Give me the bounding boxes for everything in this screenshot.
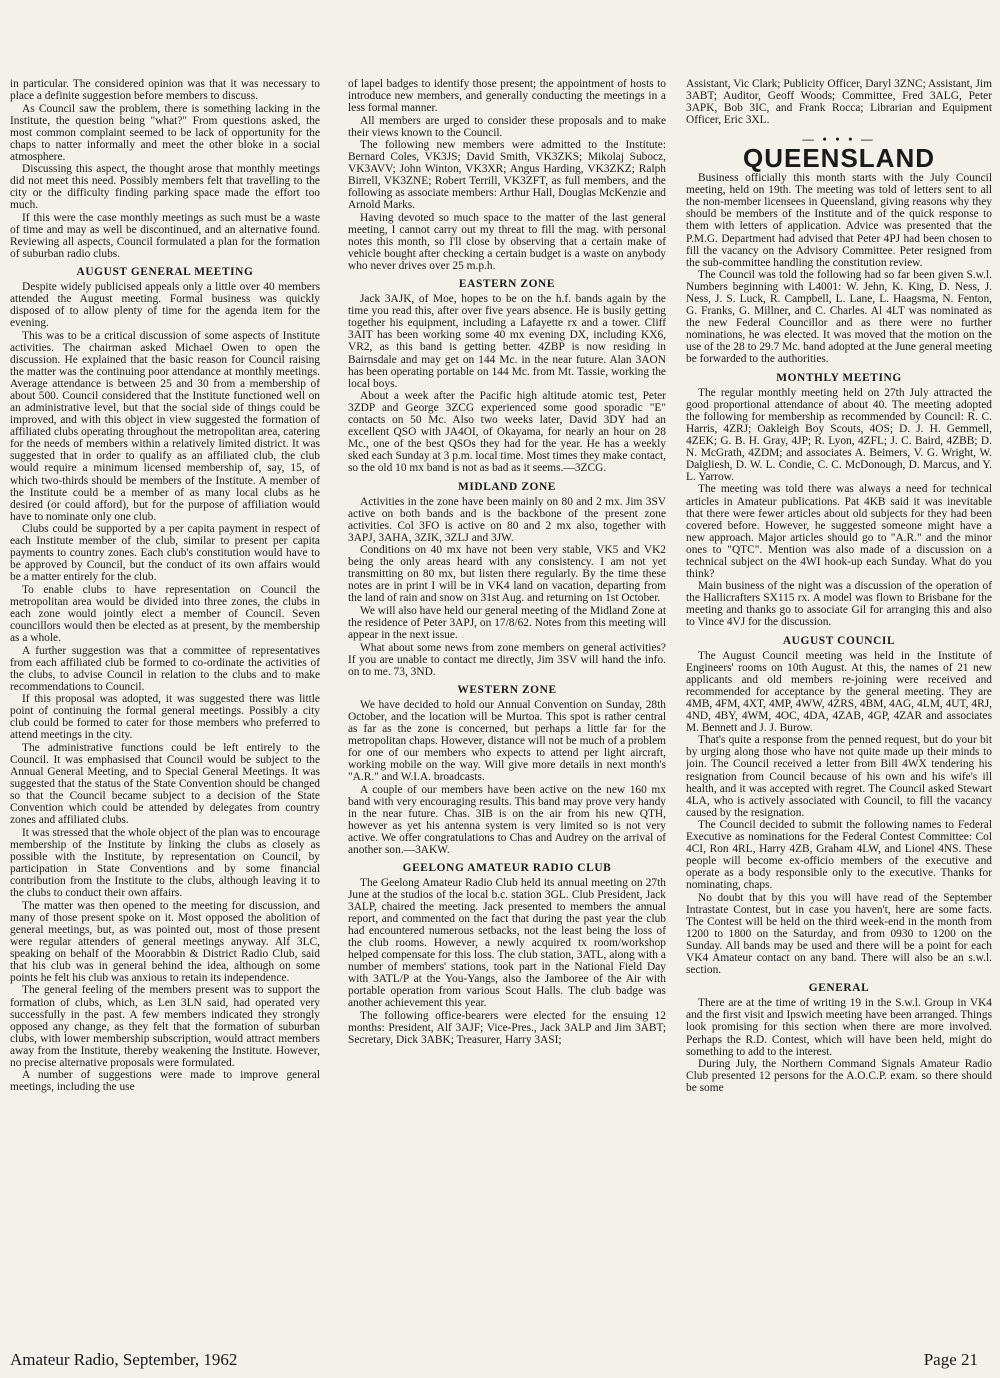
section-heading: WESTERN ZONE	[457, 683, 557, 696]
paragraph: The Council was told the following had so far been given S.w.l. Numbers beginning with L4001: W. Jehn, K. King, D. Ness, J. Ness, J. S. Luck, R. Campbell, L. Lane, L. Haagsma, N. Fenton, G. Franks, G. Millner, and C. Charles. Al 4LT was nominated as the new Federal Councillor and as there were no further nominations, he was elected. It was moved that the motion on the use of the 28 to 29.7 Mc. band adopted at the June general meeting be forwarded to the authorities.	[686, 269, 992, 366]
paragraph: That's quite a response from the penned request, but do your bit by urging along those who have not quite made up their minds to join. The Council received a letter from Bill 4WX tendering his resignation from Council because of his own and his wife's ill health, and it was accepted with regret. The Council asked Stewart 4LA, who is actively associated with Council, to fill the vacancy caused by the resignation.	[686, 734, 992, 819]
section-heading: GENERAL	[808, 982, 870, 995]
paragraph: If this were the case monthly meetings as such must be a waste of time and may as well be discontinued, and an alternative found. Reviewing all aspects, Council formulated a plan for the formation of suburban radio clubs.	[10, 212, 320, 261]
paragraph: The administrative functions could be left entirely to the Council. It was emphasised that Council would be subject to the Annual General Meeting, and to Special General Meetings. It was suggested that the status of the State Convention should be changed so that the Council became subject to a decision of the State Convention which could be attended by delegates from country zones and affiliated clubs.	[10, 742, 320, 827]
page-number: Page 21	[923, 1350, 978, 1369]
paragraph: The meeting was told there was always a need for technical articles in Amateur publications. Pat 4KB said it was inevitable that there were fewer articles about old subjects for they had been covered before. However, he suggested someone might have a new approach. Major articles should go to "A.R." and the minor ones to "QTC". Mention was also made of a discussion on a technical subject on the 4WI hook-up each Sunday. What do you think?	[686, 483, 992, 580]
paragraph: During July, the Northern Command Signals Amateur Radio Club presented 12 persons for the A.O.C.P. exam. so there should be some	[686, 1058, 992, 1095]
paragraph: To enable clubs to have representation on Council the metropolitan area would be divided into three zones, the clubs in each zone would jointly elect a member of Council. Seven councillors would then be elected as at present, by the membership as a whole.	[10, 583, 320, 645]
paragraph: The regular monthly meeting held on 27th July attracted the good proportional attendance of about 40. The meeting adopted the following for membership as recommended by Council: R. C. Harris, 4ZRJ; Oakleigh Boy Scouts, 4OS; D. J. H. Gemmell, 4ZEK; G. B. H. Gray, 4JP; R. Lyon, 4ZFL; J. C. Baird, 4ZBB; D. N. McGrath, 4ZDM; and associates A. Beimers, V. G. Wright, W. Dalgliesh, D. W. L. Condie, C. C. McDonough, D. Marcus, and Y. L. Yarrow.	[686, 386, 992, 483]
paragraph: As Council saw the problem, there is something lacking in the Institute, the question being "what?" From questions asked, the most common complaint seemed to be lack of opportunity for the chaps to natter informally and meet the other bloke in a social atmosphere.	[10, 102, 320, 163]
section-heading: AUGUST COUNCIL	[782, 634, 896, 647]
paragraph: A couple of our members have been active on the new 160 mx band with very encouraging results. This band may prove very handy in the near future. Chas. 3IB is on the air from his new QTH, however as yet his antenna system is very limited so is not very active. We offer congratulations to Chas and Audrey on the arrival of another son.—3AKW.	[348, 783, 666, 856]
paragraph: The Council decided to submit the following names to Federal Executive as nominations for the Federal Contest Committee: Col 4CI, Ron 4RL, Harry 4ZB, Graham 4LW, and Lionel 4NS. These people will become ex-officio members of the executive and operate as a body responsible only to the executive. Thanks for nominating, chaps.	[686, 819, 992, 892]
paragraph: Clubs could be supported by a per capita payment in respect of each Institute member of the club, similar to present per capita payments to country zones. Each club's constitution would have to be approved by Council, but the conduct of its own affairs would be a matter entirely for the club.	[10, 523, 320, 584]
column-1	[10, 78, 320, 1338]
section-heading: AUGUST GENERAL MEETING	[76, 266, 254, 279]
paragraph: The general feeling of the members present was to support the formation of clubs, which, as Len 3LN said, had operated very successfully in the past. A few members indicated they strongly opposed any change, as they felt that the formation of suburban clubs, with lower membership subscription, would attract members away from the Institute, thereby weakening the Institute. However, no precise alternative proposals were formulated.	[10, 984, 320, 1069]
column-2	[348, 78, 666, 1338]
paragraph: It was stressed that the whole object of the plan was to encourage membership of the Institute by linking the clubs as closely as possible with the Institute, by representation on Council, by participation in State Conventions and by some financial contribution from the Institute to the clubs, although leaving it to the clubs to conduct their own affairs.	[10, 826, 320, 900]
page-footer	[10, 1350, 990, 1374]
paragraph: in particular. The considered opinion was that it was necessary to place a definite suggestion before members to discuss.	[10, 78, 320, 103]
paragraph: Conditions on 40 mx have not been very stable, VK5 and VK2 being the only areas heard with any consistency. I am not yet transmitting on 80 mx, but listen there regularly. By the time these notes are in print I will be in VK4 land on vacation, departing from the land of rain and snow on 31st Aug. and returning on 1st October.	[348, 544, 666, 605]
section-separator: — • • • —	[802, 134, 876, 147]
paragraph: If this proposal was adopted, it was suggested there was little point of continuing the formal general meetings. Possibly a city club could be formed to cater for those members who preferred to attend meetings in the city.	[10, 693, 320, 742]
paragraph: The Geelong Amateur Radio Club held its annual meeting on 27th June at the studios of the local b.c. station 3GL. Club President, Jack 3ALP, chaired the meeting. Jack presented to members the annual report, and commented on the fact that during the past year the club had encountered numerous setbacks, not the least being the loss of the club rooms. However, a newly acquired tx room/workshop helped compensate for this loss. The club station, 3ATL, along with a number of members' stations, took part in the National Field Day with 3ATL/P at the You-Yangs, also the Jamboree of the Air with portable operation from various Scout Halls. The club badge was another achievement this year.	[348, 876, 666, 1010]
paragraph: This was to be a critical discussion of some aspects of Institute activities. The chairman asked Michael Owen to open the discussion. He explained that the basic reason for Council raising the matter was the continuing poor attendance at monthly meetings. Average attendance is between 25 and 30 from a membership of about 500. Council considered that the Institute functioned well on an administrative level, but that the social side of things could be improved, and with this object in view suggested the formation of affiliated clubs operating throughout the metropolitan area, catering for the needs of members within a relatively limited district. It was suggested that in order to qualify as an affiliated club, the club would require a minimum licensed membership of, say, 15, of which two-thirds should be members of the Institute. A member of the Institute could be a member of as many local clubs as he desired (or could afford), but for the purpose of affiliation would have to nominate only one club.	[10, 329, 320, 523]
paragraph: Jack 3AJK, of Moe, hopes to be on the h.f. bands again by the time you read this, after over five years absence. He is busily getting together his equipment, including a Lafayette rx and a tower. Cliff 3AIT has been working some 40 mx evening DX, including KX6, VR2, as this band is getting better. 4ZBP is now residing in Bairnsdale and may get on 144 Mc. in the near future. Alan 3AON has been operating portable on 144 Mc. from Mt. Tassie, working the local boys.	[348, 293, 666, 390]
paragraph: About a week after the Pacific high altitude atomic test, Peter 3ZDP and George 3ZCG experienced some good sporadic "E" contacts on 50 Mc. Also two weeks later, David 3DY had an excellent QSO with JA4OI, of Okayama, for nearly an hour on 28 Mc., one of the best QSOs they had for the year. He has a weekly sked each Sunday at 3 p.m. local time. Most times they make contact, so the old 10 mx band is not as bad as it seems.—3ZCG.	[348, 390, 666, 475]
state-title: QUEENSLAND	[742, 143, 935, 174]
paragraph: A number of suggestions were made to improve general meetings, including the use	[10, 1069, 320, 1094]
section-heading: GEELONG AMATEUR RADIO CLUB	[402, 861, 612, 874]
paragraph: There are at the time of writing 19 in the S.w.l. Group in VK4 and the first visit and Ipswich meeting have been arranged. Things look promising for this section when there are more involved. Perhaps the R.D. Contest, which will have been held, might do something to add to the interest.	[686, 997, 992, 1058]
magazine-page	[10, 78, 992, 1338]
paragraph: The following office-bearers were elected for the ensuing 12 months: President, Alf 3AJF; Vice-Pres., Jack 3ALP and Jim 3ABT; Secretary, Dick 3ABK; Treasurer, Harry 3ASI;	[348, 1009, 666, 1047]
paragraph: The matter was then opened to the meeting for discussion, and many of those present spoke on it. Most opposed the abolition of general meetings, but, as was pointed out, most of those present were regular attenders of general meetings anyway. Alf 3LC, speaking on behalf of the Moorabbin & District Radio Club, said that his club was in general behind the idea, although on some points he felt his club was anxious to retain its independence.	[10, 899, 320, 984]
section-heading: EASTERN ZONE	[458, 278, 556, 291]
paragraph: Despite widely publicised appeals only a little over 40 members attended the August meeting. Formal business was quickly disposed of to allow plenty of time for the agenda item for the evening.	[10, 281, 320, 330]
paragraph: Assistant, Vic Clark; Publicity Officer, Daryl 3ZNC; Assistant, Jim 3ABT; Auditor, Geoff Woods; Committee, Fred 3ALG, Peter 3APK, Bob 3IC, and Frank Rocca; Librarian and Equipment Officer, Eric 3XL.	[686, 78, 992, 127]
publication-info: Amateur Radio, September, 1962	[10, 1350, 238, 1369]
paragraph: of lapel badges to identify those present; the appointment of hosts to introduce new members, and generally conducting the meetings in a less formal manner.	[348, 78, 666, 115]
paragraph: Main business of the night was a discussion of the operation of the Hallicrafters SX115 rx. A model was flown to Brisbane for the meeting and thanks go to associate Gil for arranging this and also to Vince 4VJ for the discussion.	[686, 580, 992, 629]
paragraph: The following new members were admitted to the Institute: Bernard Coles, VK3JS; David Smith, VK3ZKS; Mikolaj Subocz, VK3AVV; John Winton, VK3XR; Angus Harding, VK3ZKZ; Ralph Birrell, VK3ZNE; Robert Terrill, VK3ZFT, as full members, and the following as associate members: Arthur Hall, Douglas McKenzie and Arnold Marks.	[348, 139, 666, 212]
paragraph: All members are urged to consider these proposals and to make their views known to the Council.	[348, 114, 666, 139]
section-heading: MIDLAND ZONE	[457, 480, 556, 493]
section-heading: MONTHLY MEETING	[776, 371, 902, 384]
paragraph: What about some news from zone members on general activities? If you are unable to contact me directly, Jim 3SV will hand the info. on to me. 73, 3ND.	[348, 641, 666, 678]
paragraph: Having devoted so much space to the matter of the last general meeting, I cannot carry out my threat to fill the mag. with personal notes this month, so I'll close by observing that a certain make of vehicle bought after checking a certain budget is a waste on anybody who never drives over 25 m.p.h.	[348, 212, 666, 273]
paragraph: The August Council meeting was held in the Institute of Engineers' rooms on 10th August. At this, the names of 21 new applicants and old members re-joining were received and recommended for acceptance by the general meeting. They are 4MB, 4FM, 4XT, 4MP, 4WW, 4ZRS, 4BM, 4AG, 4LM, 4UT, 4RJ, 4ND, 4BY, 4WM, 4OC, 4DA, 4ZAB, 4GP, 4ZAR and associates M. Bennett and J. J. Burow.	[686, 649, 992, 734]
paragraph: Business officially this month starts with the July Council meeting, held on 19th. The meeting was told of letters sent to all the non-member licensees in Queensland, giving reasons why they should be members of the Institute and of the quick response to them with letters of application. Advice was presented that the P.M.G. Department had advised that Peter 4PJ had been chosen to fill the vacancy on the Advisory Committee. Peter resigned from the sub-committee handling the constitution review.	[686, 172, 992, 269]
column-3	[686, 78, 992, 1338]
paragraph: We have decided to hold our Annual Convention on Sunday, 28th October, and the location will be Murtoa. This spot is rather central as far as the zone is concerned, but perhaps a little far for the metropolitan chaps. However, distance will not be much of a problem for one of our members who expects to attend per light aircraft, working mobile on the way. Will give more details in next month's "A.R." and W.I.A. broadcasts.	[348, 698, 666, 784]
paragraph: Activities in the zone have been mainly on 80 and 2 mx. Jim 3SV active on both bands and is the backbone of the present zone activities. Col 3FO is active on 80 and 2 mx also, together with 3APJ, 3AHA, 3ZIK, 3ZLJ and 3JW.	[348, 495, 666, 544]
paragraph: Discussing this aspect, the thought arose that monthly meetings did not meet this need. Possibly members felt that travelling to the city or the difficulty finding parking space made the effort too much.	[10, 163, 320, 212]
paragraph: We will also have held our general meeting of the Midland Zone at the residence of Peter 3APJ, on 17/8/62. Notes from this meeting will appear in the next issue.	[348, 604, 666, 642]
paragraph: A further suggestion was that a committee of representatives from each affiliated club be formed to co-ordinate the activities of the clubs, to advise Council in relation to the clubs and to make recommendations to Council.	[10, 644, 320, 693]
paragraph: No doubt that by this you will have read of the September Intrastate Contest, but in case you haven't, here are some facts. The Contest will be held on the third week-end in the month from 1200 to 1800 on the Saturday, and from 0930 to 1200 on the Sunday. All bands may be used and there will be a point for each VK4 Amateur contact on any band. There will also be an s.w.l. section.	[686, 892, 992, 977]
